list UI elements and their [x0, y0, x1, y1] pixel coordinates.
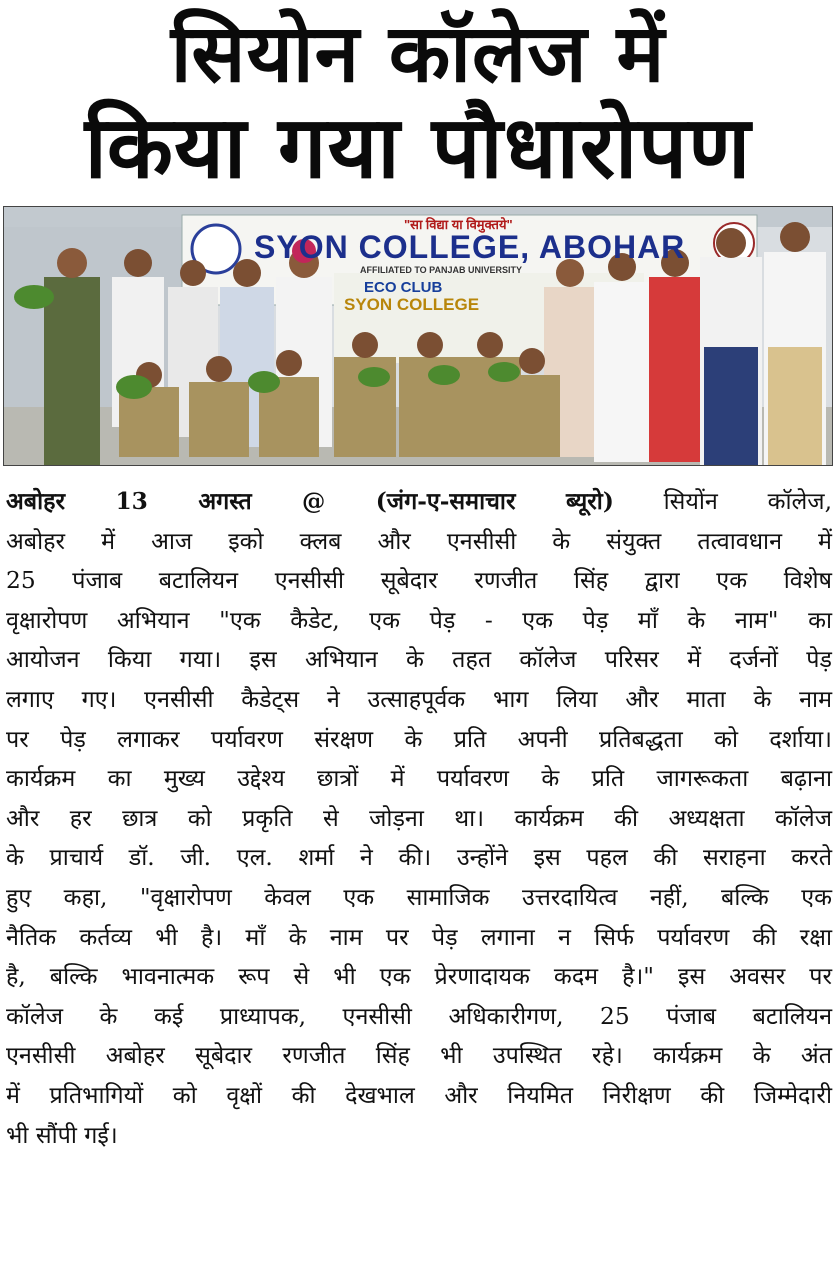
article-line: पर पेड़ लगाकर पर्यावरण संरक्षण के प्रति अपनी प्रतिबद्धता को दर्शाया। [6, 725, 832, 753]
article-line: हुए कहा, "वृक्षारोपण केवल एक सामाजिक उत्तरदायित्व नहीं, बल्कि एक [6, 883, 832, 911]
article-line: है, बल्कि भावनात्मक रूप से भी एक प्रेरणादायक कदम है।" इस अवसर पर [6, 963, 832, 991]
article-line: लगाए गए। एनसीसी कैडेट्स ने उत्साहपूर्वक भाग लिया और माता के नाम [6, 685, 832, 713]
article-line: एनसीसी अबोहर सूबेदार रणजीत सिंह भी उपस्थित रहे। कार्यक्रम के अंत [6, 1042, 832, 1070]
article-dateline: अबोहर 13 अगस्त @ (जंग-ए-समाचार ब्यूरो) [6, 488, 614, 515]
headline-line-2: किया गया पौधारोपण [84, 98, 752, 198]
article-line-text: सियोंन कॉलेज, [613, 488, 832, 515]
article-line: कार्यक्रम का मुख्य उद्देश्य छात्रों में पर्यावरण के प्रति जागरूकता बढ़ाना [6, 765, 832, 793]
article-line: 25 पंजाब बटालियन एनसीसी सूबेदार रणजीत सिंह द्वारा एक विशेष [6, 567, 832, 595]
article-line [6, 482, 832, 522]
news-photo [3, 206, 833, 466]
article-body [6, 482, 832, 1155]
banner-affiliation: AFFILIATED TO PANJAB UNIVERSITY [360, 265, 523, 275]
eco-club-college: SYON COLLEGE [344, 295, 480, 314]
article-line: कॉलेज के कई प्राध्यापक, एनसीसी अधिकारीगण, 25 पंजाब बटालियन [6, 1002, 832, 1030]
banner-college-name: SYON COLLEGE, ABOHAR [254, 229, 686, 265]
article-line: नैतिक कर्तव्य भी है। माँ के नाम पर पेड़ लगाना न सिर्फ पर्यावरण की रक्षा [6, 923, 832, 951]
headline-line-1: सियोन कॉलेज में [170, 7, 666, 100]
article-line: अबोहर में आज इको क्लब और एनसीसी के संयुक्त तत्वावधान में [6, 527, 832, 555]
article-line: के प्राचार्य डॉ. जी. एल. शर्मा ने की। उन्होंने इस पहल की सराहना करते [6, 844, 832, 872]
article-line: और हर छात्र को प्रकृति से जोड़ना था। कार्यक्रम की अध्यक्षता कॉलेज [6, 804, 832, 832]
eco-club-label: ECO CLUB [364, 279, 443, 296]
article-line: वृक्षारोपण अभियान "एक कैडेट, एक पेड़ - एक पेड़ माँ के नाम" का [6, 606, 832, 634]
article-line: आयोजन किया गया। इस अभियान के तहत कॉलेज परिसर में दर्जनों पेड़ [6, 646, 832, 674]
article-line: में प्रतिभागियों को वृक्षों की देखभाल और नियमित निरीक्षण की जिम्मेदारी [6, 1081, 832, 1109]
article-line: भी सौंपी गई। [6, 1121, 118, 1149]
banner-motto: "सा विद्या या विमुक्तये" [404, 217, 513, 232]
